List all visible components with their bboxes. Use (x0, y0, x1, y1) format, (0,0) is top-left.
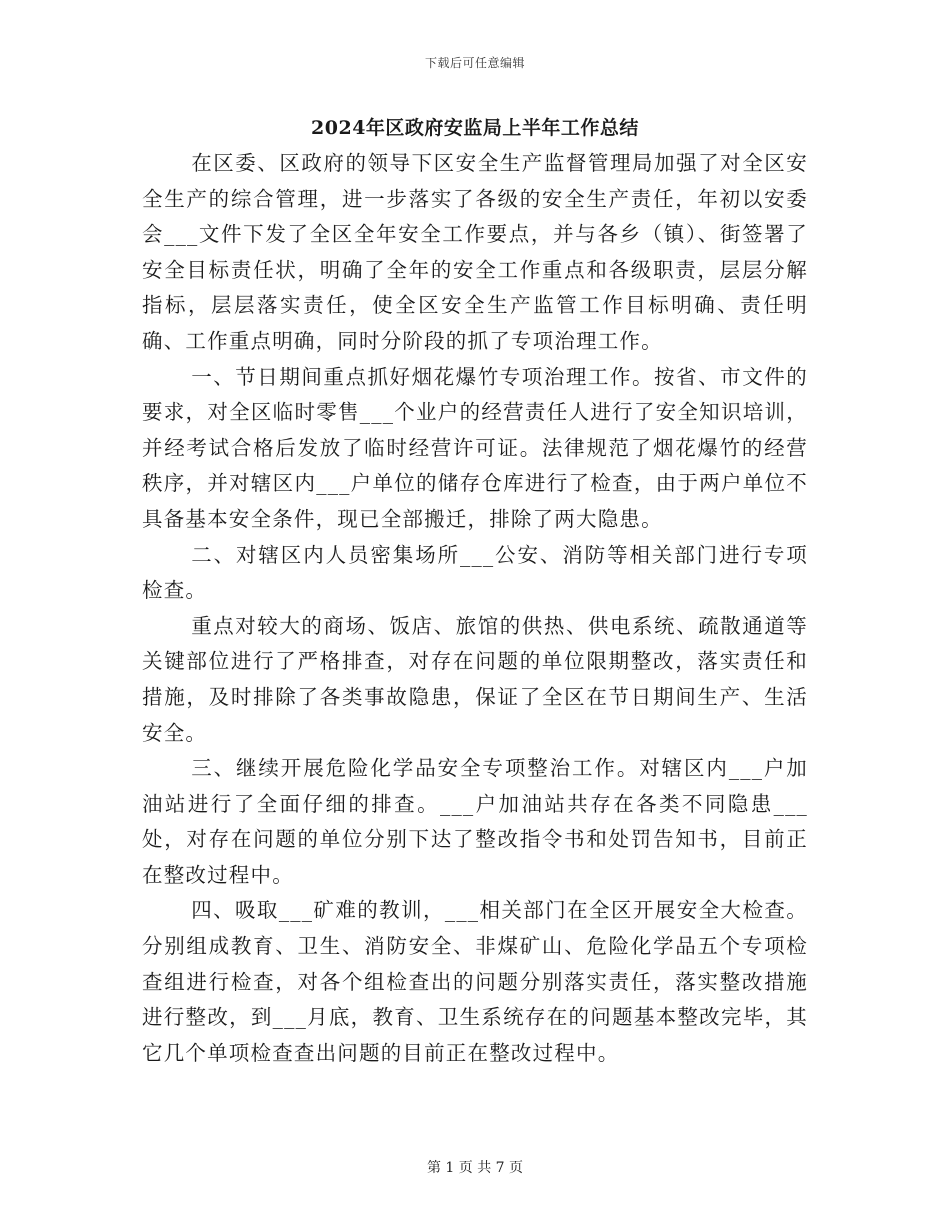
paragraph-key-inspection: 重点对较大的商场、饭店、旅馆的供热、供电系统、疏散通道等关键部位进行了严格排查，对存在问题的单位限期整改，落实责任和措施，及时排除了各类事故隐患，保证了全区在节日期间生产、生活安全。 (142, 613, 808, 745)
page-number: 第 1 页 共 7 页 (426, 1160, 524, 1176)
document-title: 2024年区政府安监局上半年工作总结 (311, 117, 639, 139)
paragraph-intro: 在区委、区政府的领导下区安全生产监督管理局加强了对全区安全生产的综合管理，进一步落实了各级的安全生产责任，年初以安委会___文件下发了全区全年安全工作要点，并与各乡（镇）、街签署了安全目标责任状，明确了全年的安全工作重点和各级职责，层层分解指标，层层落实责任，使全区安全生产监管工作目标明确、责任明确、工作重点明确，同时分阶段的抓了专项治理工作。 (142, 151, 808, 353)
paragraph-safety-inspection: 四、吸取___矿难的教训，___相关部门在全区开展安全大检查。分别组成教育、卫生、消防安全、非煤矿山、危险化学品五个专项检查组进行检查，对各个组检查出的问题分别落实责任，落实整改措施进行整改，到___月底，教育、卫生系统存在的问题基本整改完毕，其它几个单项检查查出问题的目前正在整改过程中。 (142, 898, 808, 1065)
paragraph-crowded-places: 二、对辖区内人员密集场所___公安、消防等相关部门进行专项检查。 (142, 542, 808, 603)
document-body (142, 146, 808, 1071)
paragraph-hazardous-chemicals: 三、继续开展危险化学品安全专项整治工作。对辖区内___户加油站进行了全面仔细的排查。___户加油站共存在各类不同隐患___处，对存在问题的单位分别下达了整改指令书和处罚告知书，目前正在整改过程中。 (142, 756, 808, 887)
header-note: 下载后可任意编辑 (424, 56, 525, 70)
paragraph-fireworks: 一、节日期间重点抓好烟花爆竹专项治理工作。按省、市文件的要求，对全区临时零售___个业户的经营责任人进行了安全知识培训，并经考试合格后发放了临时经营许可证。法律规范了烟花爆竹的经营秩序，并对辖区内___户单位的储存仓库进行了检查，由于两户单位不具备基本安全条件，现已全部搬迁，排除了两大隐患。 (142, 364, 808, 531)
